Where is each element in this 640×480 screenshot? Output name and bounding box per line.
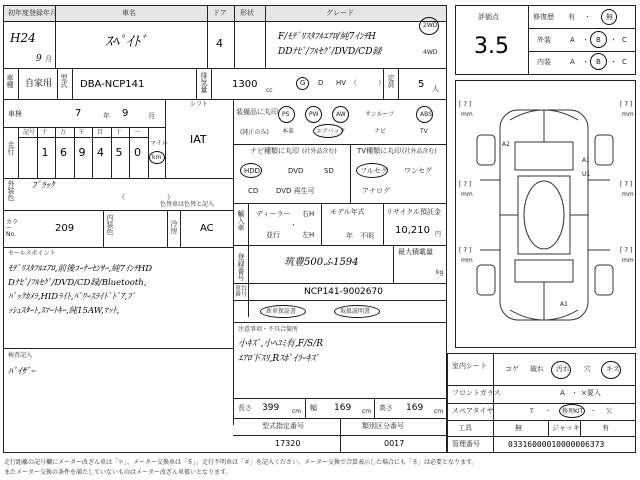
equipment-item: ナビ: [374, 128, 387, 135]
mileage-digit: 9: [78, 146, 86, 159]
inspection-month-unit: 月: [148, 112, 155, 120]
seat-option: コゲ: [505, 365, 519, 373]
fuel-paren: （ ）: [350, 79, 385, 87]
interior-color-label: 内装色: [106, 214, 114, 235]
inspection-year-unit: 年: [103, 112, 110, 120]
interior-abc-item: ・: [582, 58, 589, 66]
notes-label: 注意事項・不具合箇所: [238, 326, 299, 333]
diagram-mm: mm: [461, 111, 473, 118]
grade-line1: F/ﾓﾃﾞﾘｽﾀﾌﾙｴｱﾛ/純7ｲﾝﾁH: [278, 32, 376, 42]
mileage-digit: 0: [134, 146, 141, 159]
interior-abc-item: ・: [610, 58, 617, 66]
tv-option: フルセグ: [360, 167, 388, 175]
manual-doc: 取扱説明書: [340, 308, 371, 315]
capacity-unit: 人: [432, 85, 439, 93]
type-value: 17320: [275, 439, 301, 448]
kind-label: 車種: [6, 74, 14, 88]
equipment-sub: (純正のみ): [240, 129, 269, 136]
seat-option: 穴: [584, 365, 591, 373]
navi-option: DVD: [288, 167, 304, 175]
jack-label: ジャッキ: [552, 424, 580, 432]
sales-point-line: ﾓﾃﾞﾘｽﾀﾌﾙｴｱﾛ,前後ｺｰﾅｰｾﾝｻｰ,純7ｲﾝﾁHD: [8, 264, 153, 274]
chassis-label: 車台番号: [235, 285, 248, 298]
drive-4wd: 4WD: [423, 49, 438, 56]
navi-sub: (社外品含む): [302, 148, 337, 155]
glass-option: A: [560, 389, 565, 397]
model-value: DBA-NCP141: [80, 79, 145, 90]
diagram-mm: mm: [622, 111, 634, 118]
navi-hdd-circle: [240, 163, 262, 178]
recycle-label: リサイクル預託金: [386, 208, 442, 216]
repair-option: 無: [606, 13, 613, 21]
damage-a1-top: A1: [582, 157, 590, 164]
mileage-label: 走行: [7, 141, 15, 155]
diagram-seven: [ 7 ]: [459, 247, 472, 254]
car-name-label: 車名: [122, 9, 136, 17]
inspection-year: 7: [75, 108, 82, 119]
mileage-unit: 記号: [23, 129, 36, 136]
inspection-month: 9: [122, 108, 129, 119]
interior-abc-item: A: [570, 58, 575, 66]
exterior-abc-item: C: [622, 36, 627, 44]
first-reg-year: H24: [10, 31, 36, 45]
spare-option: 修理KIT: [562, 408, 584, 415]
cc-unit: cc: [266, 87, 273, 94]
max-load-label: 最大積載量: [398, 248, 433, 256]
equipment-label: 装備品に丸印: [236, 108, 278, 116]
glass-option: ・: [571, 389, 578, 397]
equipment-item: PS: [282, 111, 290, 118]
shift-value: IAT: [190, 133, 207, 146]
equipment-circle: [278, 106, 295, 123]
seat-dirt-circle: [551, 361, 571, 379]
door-label: ドア: [213, 9, 227, 17]
width-cm: cm: [362, 408, 372, 415]
exterior-grade-label: 外装: [537, 36, 551, 44]
max-load-kg: kg: [436, 269, 444, 276]
mileage-unit: 百: [97, 129, 104, 136]
equipment-item: サンルーフ: [365, 111, 395, 118]
navi-option: DVD 再生可: [276, 187, 315, 195]
height-value: 169: [406, 403, 424, 413]
mileage-unit: 千: [78, 129, 85, 136]
inspector-label: 検査記入: [8, 352, 33, 359]
spare-option: T: [530, 408, 534, 415]
tv-header: TV種類に丸印: [357, 147, 402, 155]
interior-grade-label: 内装: [537, 58, 551, 66]
diagram-seven: [ 7 ]: [620, 101, 633, 108]
inspection-label: 車検: [8, 110, 22, 118]
import-left: 左H: [302, 231, 315, 239]
import-parallel: 並行: [266, 231, 280, 239]
exterior-abc-item: A: [570, 36, 575, 44]
diagram-mm: mm: [461, 257, 473, 264]
equipment-circle: [332, 106, 349, 123]
notes-line2: ｴｱﾛ下ｽﾘ,Rｽﾎﾟｲﾗｰｷｽﾞ: [238, 354, 320, 364]
interior-abc-item: B: [596, 58, 601, 66]
mileage-mile: マイル: [150, 140, 168, 147]
car-name: ｽﾍﾟｲﾄﾞ: [105, 34, 147, 50]
fuel-g: G: [300, 79, 306, 87]
diagram-seven: [ 7 ]: [620, 181, 633, 188]
equipment-circle: [305, 106, 322, 123]
seat-option: キズ: [606, 365, 620, 373]
repair-label: 修復歴: [533, 13, 554, 21]
width-value: 169: [334, 403, 352, 413]
seat-option: 破れ: [530, 365, 544, 373]
spare-option: 欠: [606, 408, 613, 415]
score-value: 3.5: [474, 34, 509, 59]
exterior-b-circle: [590, 31, 607, 48]
mileage-digit: 4: [97, 146, 104, 159]
equipment-item: ABS: [420, 111, 432, 118]
first-reg-label: 初年度登録年月: [8, 9, 57, 17]
import-label: 輸入車: [237, 210, 245, 231]
jack-value: 有: [602, 424, 609, 432]
sales-point-line: ｯｼｭｽﾀｰﾄ,ｽﾏｰﾄｷｰ,純15AW,ﾏｯﾄ,: [8, 306, 120, 316]
color-no-label: カラーNo.: [6, 219, 19, 238]
airbag-circle: [313, 124, 343, 138]
navi-option: HDD: [244, 167, 261, 175]
tools-label: 工具: [458, 424, 472, 432]
import-right: 右H: [302, 210, 315, 218]
width-label: 幅: [310, 404, 317, 412]
spare-option: ・: [545, 408, 552, 415]
repair-option: 有: [568, 13, 575, 21]
ac-label: 冷房: [170, 220, 178, 234]
footer-line2: またメーター交換の条件を満たしていないものはメーター改ざん車扱いとなります。: [4, 469, 232, 476]
diagram-mm: mm: [622, 191, 634, 198]
mgmt-label: 管理番号: [452, 440, 480, 448]
height-cm: cm: [434, 408, 444, 415]
damage-u1: U1: [582, 171, 591, 178]
tools-value: 無: [515, 424, 522, 432]
mileage-unit: 十: [41, 129, 48, 136]
inspector-value: ﾊﾞｲｻﾞｰ: [8, 367, 36, 377]
fuel-hv: HV: [336, 79, 347, 87]
length-cm: cm: [292, 408, 302, 415]
mileage-digit: 1: [41, 146, 49, 159]
exterior-note: 色替車は色替と記入: [160, 201, 215, 208]
capacity-value: 5: [418, 79, 425, 90]
equipment-item: TV: [420, 128, 428, 135]
tv-option: ワンセグ: [404, 167, 432, 175]
displacement-label: 排気量: [200, 72, 208, 93]
color-no-value: 209: [55, 223, 75, 234]
model-label: 型式: [60, 74, 68, 88]
mgmt-value: 03316000010000006373: [508, 440, 605, 449]
seat-scratch-circle: [601, 361, 621, 379]
seat-option: 汚れ: [556, 365, 570, 373]
height-label: 高さ: [379, 404, 393, 412]
recycle-yen: 円: [435, 231, 442, 238]
model-year-value: 年 不明: [346, 232, 374, 240]
spare-label: スペアタイヤ: [452, 407, 494, 415]
mileage-unit: 一: [134, 129, 141, 136]
damage-a1-bottom: A1: [560, 301, 568, 308]
model-year-label: モデル年式: [330, 208, 365, 216]
sales-point-line: Dﾅﾋﾞ/ﾌﾙｾｸﾞ/DVD/CD録/Bluetooth,: [8, 278, 147, 288]
drive-2wd: 2WD: [423, 22, 438, 29]
damage-a2: A2: [502, 141, 510, 148]
spare-option: ・: [590, 408, 597, 415]
import-dealer: ディーラー: [256, 210, 291, 218]
diagram-seven: [ 7 ]: [459, 181, 472, 188]
notes-line1: 小ｷｽﾞ,小ﾍｺﾐ有,F/S/R: [238, 339, 323, 349]
length-value: 399: [262, 403, 280, 413]
footer-line1: 走行距離の記号欄にメーター改ざん車は「＊」、メーター交換車は「＄」、走行不明車は「＃」を記入ください。メーター交換で合算表示した場合にも「＄」は必要となります。: [4, 459, 478, 466]
first-reg-month: 9: [36, 54, 42, 64]
chassis-value: NCP141-9002670: [304, 287, 383, 297]
length-label: 長さ: [238, 404, 252, 412]
recycle-value: 10,210: [395, 225, 430, 236]
capacity-label: 定員: [387, 74, 395, 88]
tv-sub: (社外品含む): [402, 148, 437, 155]
equipment-item: AW: [336, 111, 346, 118]
repair-none-circle: [601, 9, 617, 25]
car-diagram: [455, 80, 636, 348]
class-value: 0017: [384, 439, 405, 448]
repair-option: ・: [584, 13, 591, 21]
fuel-d: D: [318, 79, 324, 87]
seat-label: 室内シート: [452, 362, 487, 370]
import-dot: ・: [290, 221, 297, 229]
shift-label: シフト: [190, 101, 209, 108]
registration-value: 筑豊500ふ1594: [284, 257, 359, 268]
warranty-doc: 新車保証書: [266, 308, 297, 315]
first-reg-month-unit: 月: [45, 55, 52, 63]
grade-line2: DDﾅﾋﾞ/ﾌﾙｾｸﾞ/DVD/CD録: [278, 47, 382, 57]
class-label: 類別区分番号: [362, 422, 404, 430]
exterior-label: 外装色: [7, 180, 15, 201]
displacement-value: 1300: [232, 79, 258, 90]
mileage-digit: 5: [115, 146, 123, 159]
navi-option: SD: [324, 167, 334, 175]
score-label: 評価点: [478, 13, 499, 21]
grade-label: グレード: [326, 9, 354, 17]
shape-label: 形状: [240, 9, 254, 17]
door-count: 4: [216, 37, 223, 50]
glass-label: フロントガラス: [452, 389, 501, 397]
spare-kit-circle: [559, 404, 585, 418]
navi-option: CD: [248, 187, 259, 195]
mileage-unit: 十: [115, 129, 122, 136]
equipment-item: 本革: [282, 128, 295, 135]
sales-points-label: セールスポイント: [8, 250, 56, 257]
equipment-item: エアバック: [316, 128, 346, 135]
sales-point-line: ﾊﾞｯｸｶﾒﾗ,HIDﾗｲﾄ,ﾊﾟﾜｰｽﾗｲﾄﾞﾄﾞｱ,ﾌﾟ: [8, 292, 136, 302]
ac-value: AC: [200, 223, 214, 234]
diagram-seven: [ 7 ]: [620, 247, 633, 254]
kind-value: 自家用: [25, 79, 53, 89]
type-label: 型式指定番号: [262, 422, 304, 430]
mileage-km: km: [152, 154, 162, 161]
navi-header: ナビ種類に丸印: [250, 147, 299, 155]
exterior-abc-item: ・: [582, 36, 589, 44]
equipment-circle: [416, 106, 433, 123]
interior-abc-item: C: [622, 58, 627, 66]
equipment-item: PW: [309, 111, 319, 118]
exterior-paren: （ ）: [118, 193, 174, 201]
exterior-abc-item: B: [596, 36, 601, 44]
registration-label: 登録番号: [237, 253, 245, 281]
diagram-seven: [ 7 ]: [459, 101, 472, 108]
glass-option: ×要入: [581, 389, 601, 397]
diagram-mm: mm: [461, 191, 473, 198]
diagram-mm: mm: [622, 257, 634, 264]
tv-option: アナログ: [362, 187, 390, 195]
interior-b-circle: [590, 53, 607, 70]
exterior-value: ﾌﾞﾗｯｸ: [32, 181, 55, 191]
exterior-abc-item: ・: [610, 36, 617, 44]
mileage-unit: 万: [60, 129, 67, 136]
tv-fullseg-circle: [356, 163, 388, 178]
mileage-digit: 6: [60, 146, 67, 159]
